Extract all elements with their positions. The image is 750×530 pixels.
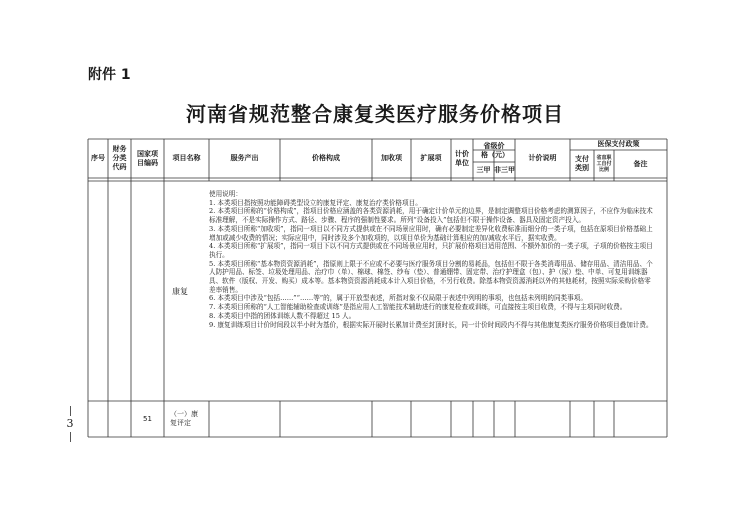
page-number-text: 3 <box>66 417 74 430</box>
header-finance-code: 财务分类代码 <box>112 145 127 171</box>
header-pricing-unit: 计价单位 <box>455 149 469 167</box>
instruction-line: 1. 本类项目指按照功能障碍类型设立的康复评定、康复治疗类价格项目。 <box>209 198 422 207</box>
header-add-on-item: 加收项 <box>381 154 402 162</box>
header-price-composition: 价格构成 <box>312 154 340 162</box>
attachment-label: 附件 1 <box>88 67 131 83</box>
header-extension-item: 扩展项 <box>420 154 442 162</box>
instruction-line: 7. 本类项目所称的“人工智能辅助检查或训练”是指应用人工智能技术辅助进行的康复检查或训练，可直接按主项目收费，不得与主项同时收费。 <box>209 303 627 312</box>
usage-instructions <box>209 190 655 329</box>
header-national-code: 国家项目编码 <box>137 149 158 167</box>
header-non-tier3: 非三甲 <box>494 165 515 174</box>
instruction-line: 使用说明： <box>209 190 242 198</box>
header-insurance-policy: 医保支付政策 <box>597 140 640 148</box>
category-label: 康复 <box>172 286 188 296</box>
header-employee-ratio: 省直职工自付比例 <box>596 155 612 173</box>
header-payment-category: 支付类别 <box>575 155 589 172</box>
header-seq: 序号 <box>91 154 105 162</box>
header-tier3-a: 三甲 <box>476 165 491 174</box>
instruction-line: 9. 康复训练项目计价时间段以半小时为基价，根据实际开展时长累加计费至封顶时长，同一计价时间段内不得与其他康复类医疗服务价格项目叠加计费。 <box>209 320 653 329</box>
header-remarks: 备注 <box>633 159 648 168</box>
header-pricing-note: 计价说明 <box>528 154 557 162</box>
row-seq: 51 <box>143 414 152 423</box>
page-title: 河南省规范整合康复类医疗服务价格项目 <box>186 102 564 126</box>
instruction-line: 6. 本类项目中涉及“包括……”“……等”的，属于开放型表述，所指对象不仅局限于表述中列明的事项，也包括未列明的同类事项。 <box>209 294 587 303</box>
instruction-line: 4. 本类项目所称“扩展项”，指同一项目下以不同方式提供或在不同场景应用时，只扩展价格项目适用范围、不额外加价的一类子项，子项的价格按主项目执行。 <box>209 242 653 259</box>
header-service-output: 服务产出 <box>230 154 259 162</box>
header-provincial-price: 省级价格（元） <box>481 141 509 159</box>
instruction-line: 5. 本类项目所称“基本物资资源消耗”，指原则上限于不应或不必要与医疗服务项目分割的易耗品，包括但不限于各类消毒用品、储存用品、清洁用品、个人防护用品、标签、垃圾处理用品、治疗巾（单）、棉球、棉签、纱布（垫）、普通绷带、固定带、治疗护理盒（包）、护（尿）垫、中单、可复用训练器具、软件（版权、开发、购买）成本等。基本物资资源消耗成本计入项目价格，不另行收费。除基本物资资源消耗以外的其他耗材，按照实际采购价格零差率销售。 <box>209 259 653 294</box>
row-item-name: （一）康复评定 <box>170 410 198 427</box>
instruction-line: 8. 本类项目中指的团体训练人数不得超过 15 人。 <box>209 311 356 320</box>
instruction-line: 3. 本类项目所称“加收项”，指同一项目以不同方式提供或在不同场景应用时，确有必要制定差异化收费标准而细分的一类子项，包括在原项目价格基础上增加或减少收费的情况；实际应用中，同时涉及多个加收项的，以项目单价为基础计算相应的加/减收水平后，据实收费。 <box>209 224 653 242</box>
header-item-name: 项目名称 <box>172 154 201 162</box>
instruction-line: 2. 本类项目所称的“价格构成”，指项目价格应涵盖的各类资源消耗，用于确定计价单元的边界，是制定调整项目价格考虑的测算因子，不应作为临床技术标准理解，不是实际操作方式、路径、步骤、程序的强制性要求。所列“设备投入”包括但不限于操作设备、器具及固定资产投入。 <box>209 207 653 225</box>
